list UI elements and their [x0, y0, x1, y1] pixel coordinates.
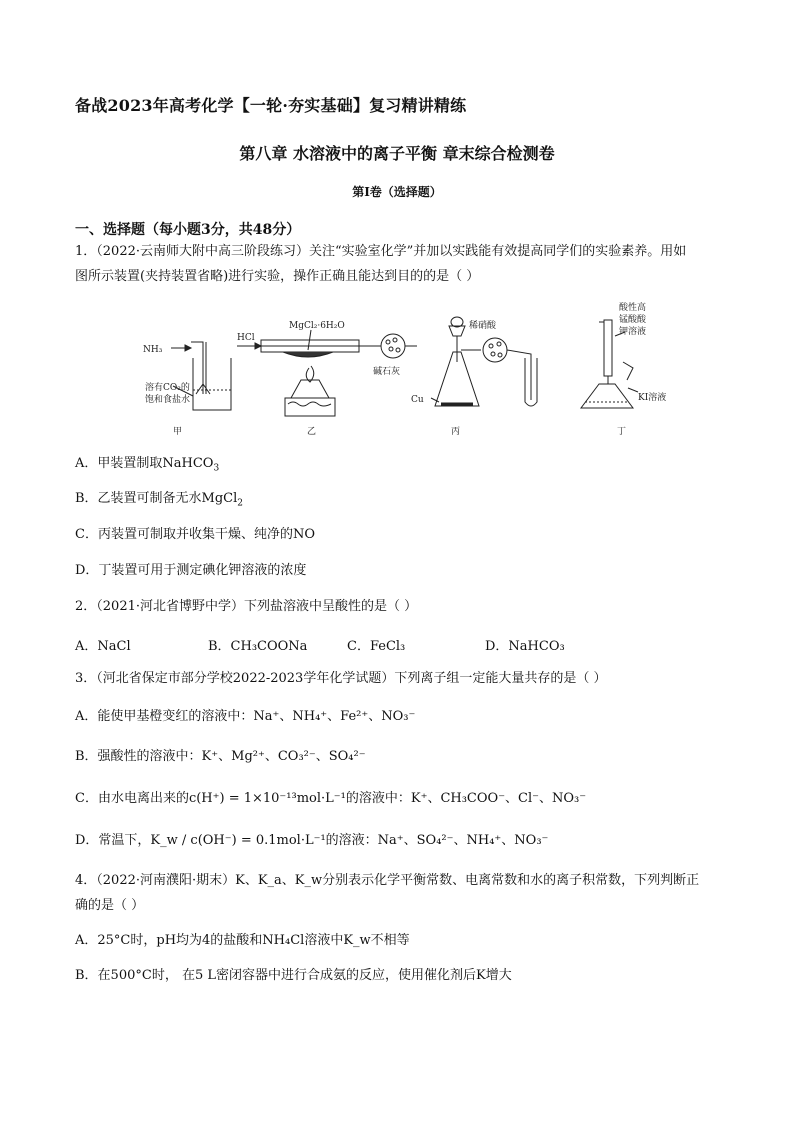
- fig-label-hcl: HCl: [237, 333, 255, 343]
- q1-stem-line1: 1．（2022·云南师大附中高三阶段练习）关注“实验室化学”并加以实践能有效提高同学们的实验素养。用如: [75, 244, 687, 259]
- q2-stem: 2．（2021·河北省博野中学）下列盐溶液中呈酸性的是（ ）: [75, 599, 418, 614]
- q1-option-b: B．乙装置可制备无水MgCl$_2$: [75, 491, 244, 509]
- fig-label-dilute-hno3: 稀硝酸: [469, 321, 497, 331]
- q3-option-d: D．常温下，K_w / c(OH⁻) = 0.1mol·L⁻¹的溶液：Na⁺、SO₄²⁻、NH₄⁺、NO₃⁻: [75, 833, 549, 848]
- fig-label-kmno4-3: 钾溶液: [619, 327, 647, 337]
- fig-label-co2-1: 溶有CO₂的: [145, 383, 190, 393]
- fig-caption-a: 甲: [173, 427, 183, 437]
- fig-caption-b: 乙: [307, 427, 317, 437]
- chapter-title: 第八章 水溶液中的离子平衡 章末综合检测卷: [239, 144, 555, 163]
- section-title: 一、选择题（每小题3分，共48分）: [75, 222, 301, 238]
- fig-label-ki: KI溶液: [638, 393, 667, 403]
- q3-option-a: A．能使甲基橙变红的溶液中：Na⁺、NH₄⁺、Fe²⁺、NO₃⁻: [75, 709, 416, 724]
- q3-stem: 3．（河北省保定市部分学校2022-2023学年化学试题）下列离子组一定能大量共存的是（ ）: [75, 671, 607, 686]
- q2-option-b: B．CH₃COONa: [208, 639, 308, 654]
- fig-caption-d: 丁: [617, 427, 627, 437]
- fig-label-kmno4-2: 锰酸酸: [619, 315, 647, 325]
- q1-stem-line2: 图所示装置(夹持装置省略)进行实验，操作正确且能达到目的的是（ ）: [75, 269, 480, 284]
- q2-option-d: D．NaHCO₃: [485, 639, 565, 654]
- fig-caption-c: 丙: [451, 427, 461, 437]
- q3-option-b: B．强酸性的溶液中：K⁺、Mg²⁺、CO₃²⁻、SO₄²⁻: [75, 749, 366, 764]
- q1-option-a: A．甲装置制取NaHCO$_3$: [75, 456, 220, 474]
- q1-option-d: D．丁装置可用于测定碘化钾溶液的浓度: [75, 563, 307, 578]
- header-title: 备战2023年高考化学【一轮·夯实基础】复习精讲精练: [75, 96, 467, 115]
- q4-option-b: B．在500°C时， 在5 L密闭容器中进行合成氨的反应，使用催化剂后K增大: [75, 968, 512, 983]
- q3-option-c: C．由水电离出来的c(H⁺) = 1×10⁻¹³mol·L⁻¹的溶液中：K⁺、CH₃COO⁻、Cl⁻、NO₃⁻: [75, 791, 587, 806]
- q2-option-a: A．NaCl: [75, 639, 131, 654]
- fig-label-kmno4-1: 酸性高: [619, 303, 647, 313]
- q4-option-a: A．25°C时，pH均为4的盐酸和NH₄Cl溶液中K_w不相等: [75, 933, 410, 948]
- fig-label-nh3: NH₃: [143, 345, 163, 355]
- fig-label-mgcl2: MgCl₂·6H₂O: [289, 321, 345, 331]
- fig-label-soda-lime: 碱石灰: [373, 367, 401, 377]
- q4-stem-line1: 4．（2022·河南濮阳·期末）K、K_a、K_w分别表示化学平衡常数、电离常数和水的离子积常数，下列判断正: [75, 873, 700, 888]
- q1-option-c: C．丙装置可制取并收集干燥、纯净的NO: [75, 527, 315, 542]
- q2-option-c: C．FeCl₃: [347, 639, 406, 654]
- fig-label-co2-2: 饱和食盐水: [145, 395, 191, 405]
- fig-label-cu: Cu: [411, 395, 424, 405]
- q1-apparatus-figure: [133, 302, 673, 440]
- volume-title: 第I卷（选择题）: [352, 185, 442, 199]
- q4-stem-line2: 确的是（ ）: [75, 898, 145, 913]
